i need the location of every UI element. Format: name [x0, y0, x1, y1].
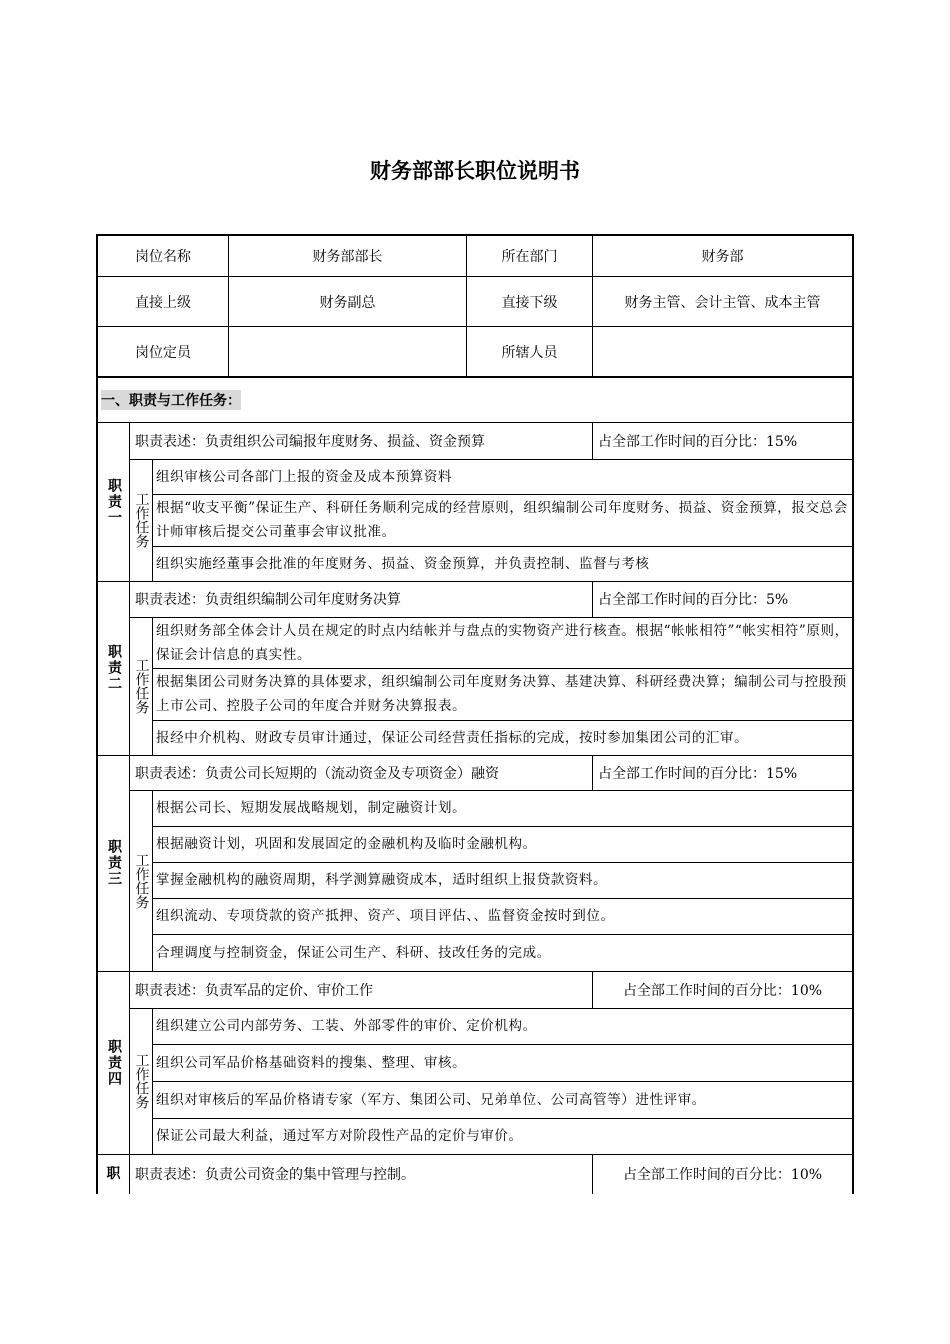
duty-3-task-1: 根据公司长、短期发展战略规划，制定融资计划。: [156, 800, 467, 816]
duty-2-description: 职责表述：负责组织编制公司年度财务决算: [135, 592, 401, 608]
value-direct-superior: 财务副总: [319, 294, 376, 311]
duty-4-task-label: 工作任务: [133, 1053, 150, 1109]
duty-2-task-1: 组织财务部全体会计人员在规定的时点内结帐并与盘点的实物资产进行核查。根据“帐帐相符”“帐实相符”原则，保证会计信息的真实性。: [156, 622, 849, 663]
duty-4-task-1: 组织建立公司内部劳务、工装、外部零件的审价、定价机构。: [156, 1018, 537, 1034]
duty-3-description: 职责表述：负责公司长短期的（流动资金及专项资金）融资: [135, 765, 499, 782]
label-direct-subordinate: 直接下级: [501, 294, 558, 311]
value-direct-subordinate: 财务主管、会计主管、成本主管: [624, 294, 821, 311]
label-staff: 所辖人员: [501, 344, 558, 361]
duty-1-task-2: 根据“收支平衡”保证生产、科研任务顺利完成的经营原则，组织编制公司年度财务、损益、资金预算，报交总会计师审核后提交公司董事会审议批准。: [156, 500, 848, 540]
label-headcount: 岗位定员: [135, 344, 191, 361]
duty-2-percentage: 占全部工作时间的百分比：5%: [598, 592, 789, 608]
duty-4-description: 职责表述：负责军品的定价、审价工作: [135, 982, 373, 999]
page-title: 财务部部长职位说明书: [370, 159, 580, 183]
value-headcount: [229, 327, 466, 376]
duty-4-task-2: 组织公司军品价格基础资料的搜集、整理、审核。: [156, 1054, 467, 1071]
label-position-name: 岗位名称: [135, 249, 191, 265]
duty-3-percentage: 占全部工作时间的百分比：15%: [598, 765, 798, 782]
duty-2-label: 职责二: [106, 644, 122, 692]
duty-1-task-1: 组织审核公司各部门上报的资金及成本预算资料: [156, 468, 453, 485]
duty-1-task-label: 工作任务: [133, 492, 150, 548]
duty-3-task-3: 掌握金融机构的融资周期，科学测算融资成本，适时组织上报贷款资料。: [156, 872, 608, 888]
duty-2-task-2: 根据集团公司财务决算的具体要求，组织编制公司年度财务决算、基建决算、科研经费决算；编制公司与控股预上市公司、控股子公司的年度合并财务决算报表。: [156, 674, 847, 714]
duty-1-description: 职责表述：负责组织公司编报年度财务、损益、资金预算: [135, 433, 485, 450]
section-title: 一、职责与工作任务：: [98, 377, 852, 422]
duty-3-task-2: 根据融资计划，巩固和发展固定的金融机构及临时金融机构。: [156, 836, 537, 852]
duty-4-label: 职责四: [106, 1038, 122, 1087]
label-department: 所在部门: [501, 249, 558, 265]
value-department: 财务部: [701, 249, 744, 265]
value-position-name: 财务部部长: [312, 249, 383, 265]
duty-2-task-label: 工作任务: [133, 658, 150, 714]
duty-4-task-3: 组织对审核后的军品价格请专家（军方、集团公司、兄弟单位、公司高管等）进性评审。: [156, 1091, 706, 1108]
duty-5-label: 职: [106, 1165, 121, 1182]
duty-3-label: 职责三: [106, 839, 122, 887]
duty-5-description: 职责表述：负责公司资金的集中管理与控制。: [135, 1167, 415, 1183]
duty-5-percentage: 占全部工作时间的百分比：10%: [622, 1167, 823, 1183]
label-direct-superior: 直接上级: [135, 294, 191, 311]
duty-1-percentage: 占全部工作时间的百分比：15%: [598, 433, 798, 450]
duty-4-percentage: 占全部工作时间的百分比：10%: [622, 982, 823, 999]
duty-3-task-label: 工作任务: [133, 852, 150, 909]
duty-4-task-4: 保证公司最大利益，通过军方对阶段性产品的定价与审价。: [156, 1128, 523, 1144]
duty-2-task-3: 报经中介机构、财政专员审计通过，保证公司经营责任指标的完成，按时参加集团公司的汇审。: [156, 729, 749, 746]
duty-3-task-5: 合理调度与控制资金，保证公司生产、科研、技改任务的完成。: [156, 944, 551, 961]
duty-1-label: 职责一: [106, 477, 122, 526]
value-staff: [593, 327, 852, 376]
duty-1-task-3: 组织实施经董事会批准的年度财务、损益、资金预算，并负责控制、监督与考核: [156, 555, 650, 572]
duty-3-task-4: 组织流动、专项贷款的资产抵押、资产、项目评估、、监督资金按时到位。: [156, 908, 615, 924]
